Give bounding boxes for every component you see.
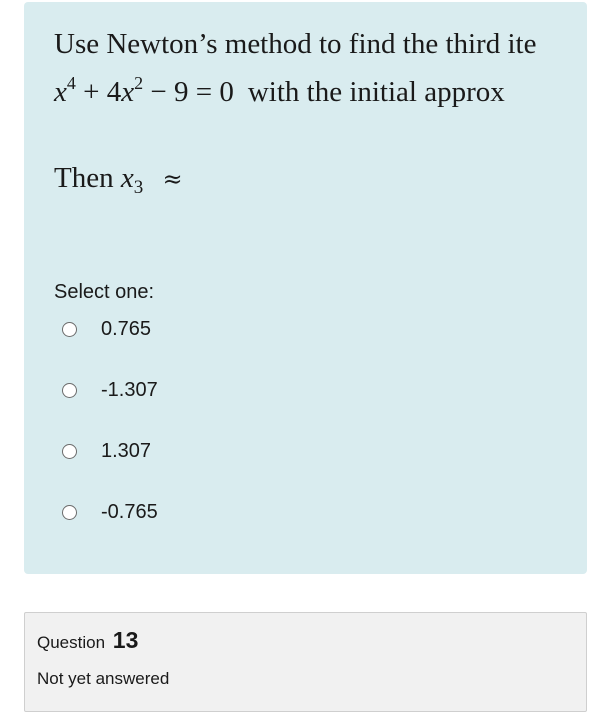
radio-button-icon[interactable] — [62, 505, 77, 520]
answer-option-label[interactable]: -1.307 — [101, 378, 158, 401]
eq-minus: − — [150, 76, 167, 108]
select-one-label: Select one: — [54, 281, 155, 303]
question-equation-line — [54, 73, 505, 109]
question-status: Not yet answered — [37, 669, 170, 688]
x3-sub: 3 — [133, 177, 144, 198]
question-number-label — [37, 627, 138, 654]
eq-var-x-2: x — [121, 76, 135, 108]
radio-button-icon[interactable] — [62, 444, 77, 459]
equation — [54, 73, 234, 108]
question-info-panel — [24, 612, 587, 712]
radio-button-icon[interactable] — [62, 322, 77, 337]
eq-zero: 0 — [219, 76, 234, 108]
question-panel — [24, 2, 587, 574]
answer-option-1[interactable] — [62, 314, 151, 344]
eq-const: 9 — [173, 76, 189, 108]
answer-option-2[interactable] — [62, 375, 158, 405]
answer-option-label[interactable]: 0.765 — [101, 317, 152, 340]
answer-option-label[interactable]: -0.765 — [101, 500, 158, 523]
question-word: Question — [37, 633, 106, 652]
question-text-line-1: Use Newton’s method to find the third ite — [54, 28, 537, 60]
answer-option-label[interactable]: 1.307 — [101, 439, 152, 462]
eq-exp-2: 2 — [134, 73, 144, 93]
eq-coef: 4 — [106, 76, 122, 108]
x3-var: x — [120, 162, 134, 194]
eq-equals: = — [195, 76, 213, 108]
then-label: Then — [54, 162, 114, 194]
question-result-line — [54, 162, 183, 198]
question-number: 13 — [112, 627, 139, 653]
question-text-line-2-tail: with the initial approx — [247, 76, 505, 108]
approx-symbol: ≈ — [162, 165, 183, 193]
eq-var-x: x — [54, 76, 67, 108]
eq-plus: + — [83, 76, 100, 108]
answer-option-4[interactable] — [62, 497, 158, 527]
answer-option-3[interactable] — [62, 436, 151, 466]
eq-exp-4: 4 — [66, 73, 76, 93]
radio-button-icon[interactable] — [62, 383, 77, 398]
